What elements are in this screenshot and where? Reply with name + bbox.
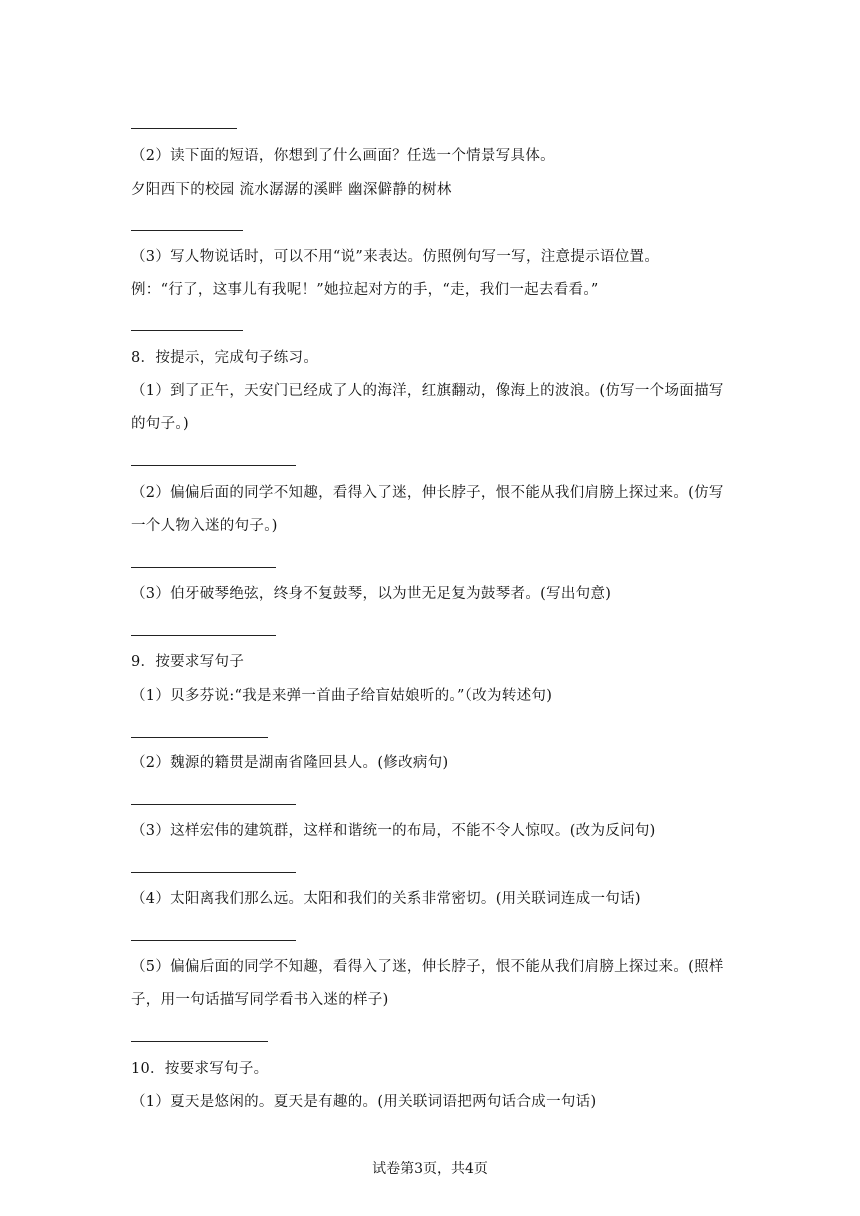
answer-blank[interactable] <box>131 804 296 805</box>
answer-blank[interactable] <box>131 128 237 129</box>
question-10-heading: 10．按要求写句子。 <box>131 1061 269 1077</box>
answer-blank[interactable] <box>131 230 243 231</box>
question-10-1-prompt: （1）夏天是悠闲的。夏天是有趣的。(用关联词语把两句话合成一句话) <box>131 1094 597 1110</box>
question-9-4-prompt: （4）太阳离我们那么远。太阳和我们的关系非常密切。(用关联词连成一句话) <box>131 891 641 907</box>
question-7-2-phrases: 夕阳西下的校园 流水潺潺的溪畔 幽深僻静的树林 <box>131 182 452 198</box>
question-8-2-prompt-cont: 一个人物入迷的句子。) <box>131 518 278 534</box>
answer-blank[interactable] <box>131 737 268 738</box>
question-9-5-prompt: （5）偏偏后面的同学不知趣，看得入了迷，伸长脖子，恨不能从我们肩膀上探过来。(照样 <box>131 959 724 975</box>
answer-blank[interactable] <box>131 567 276 568</box>
answer-blank[interactable] <box>131 465 296 466</box>
question-8-3-prompt: （3）伯牙破琴绝弦，终身不复鼓琴，以为世无足复为鼓琴者。(写出句意) <box>131 586 612 602</box>
question-7-3-prompt: （3）写人物说话时，可以不用“说”来表达。仿照例句写一写，注意提示语位置。 <box>131 249 660 265</box>
question-9-heading: 9．按要求写句子 <box>131 654 245 670</box>
answer-blank[interactable] <box>131 635 276 636</box>
question-9-2-prompt: （2）魏源的籍贯是湖南省隆回县人。(修改病句) <box>131 755 449 771</box>
question-7-2-prompt: （2）读下面的短语，你想到了什么画面？任选一个情景写具体。 <box>131 148 555 164</box>
question-8-heading: 8．按提示，完成句子练习。 <box>131 350 319 366</box>
answer-blank[interactable] <box>131 940 296 941</box>
answer-blank[interactable] <box>131 1041 268 1042</box>
question-8-1-prompt: （1）到了正午，天安门已经成了人的海洋，红旗翻动，像海上的波浪。(仿写一个场面描写 <box>131 383 724 399</box>
question-8-2-prompt: （2）偏偏后面的同学不知趣，看得入了迷，伸长脖子，恨不能从我们肩膀上探过来。(仿写 <box>131 485 724 501</box>
question-9-3-prompt: （3）这样宏伟的建筑群，这样和谐统一的布局，不能不令人惊叹。(改为反问句) <box>131 823 656 839</box>
question-9-5-prompt-cont: 子，用一句话描写同学看书入迷的样子) <box>131 992 389 1008</box>
answer-blank[interactable] <box>131 330 243 331</box>
answer-blank[interactable] <box>131 872 296 873</box>
question-9-1-prompt: （1）贝多芬说:“我是来弹一首曲子给盲姑娘听的。”（改为转述句) <box>131 688 553 704</box>
question-8-1-prompt-cont: 的句子。) <box>131 416 189 432</box>
question-7-3-example: 例：“行了，这事儿有我呢！”她拉起对方的手，“走，我们一起去看看。” <box>131 282 599 298</box>
page-footer: 试卷第3页，共4页 <box>372 1161 488 1177</box>
